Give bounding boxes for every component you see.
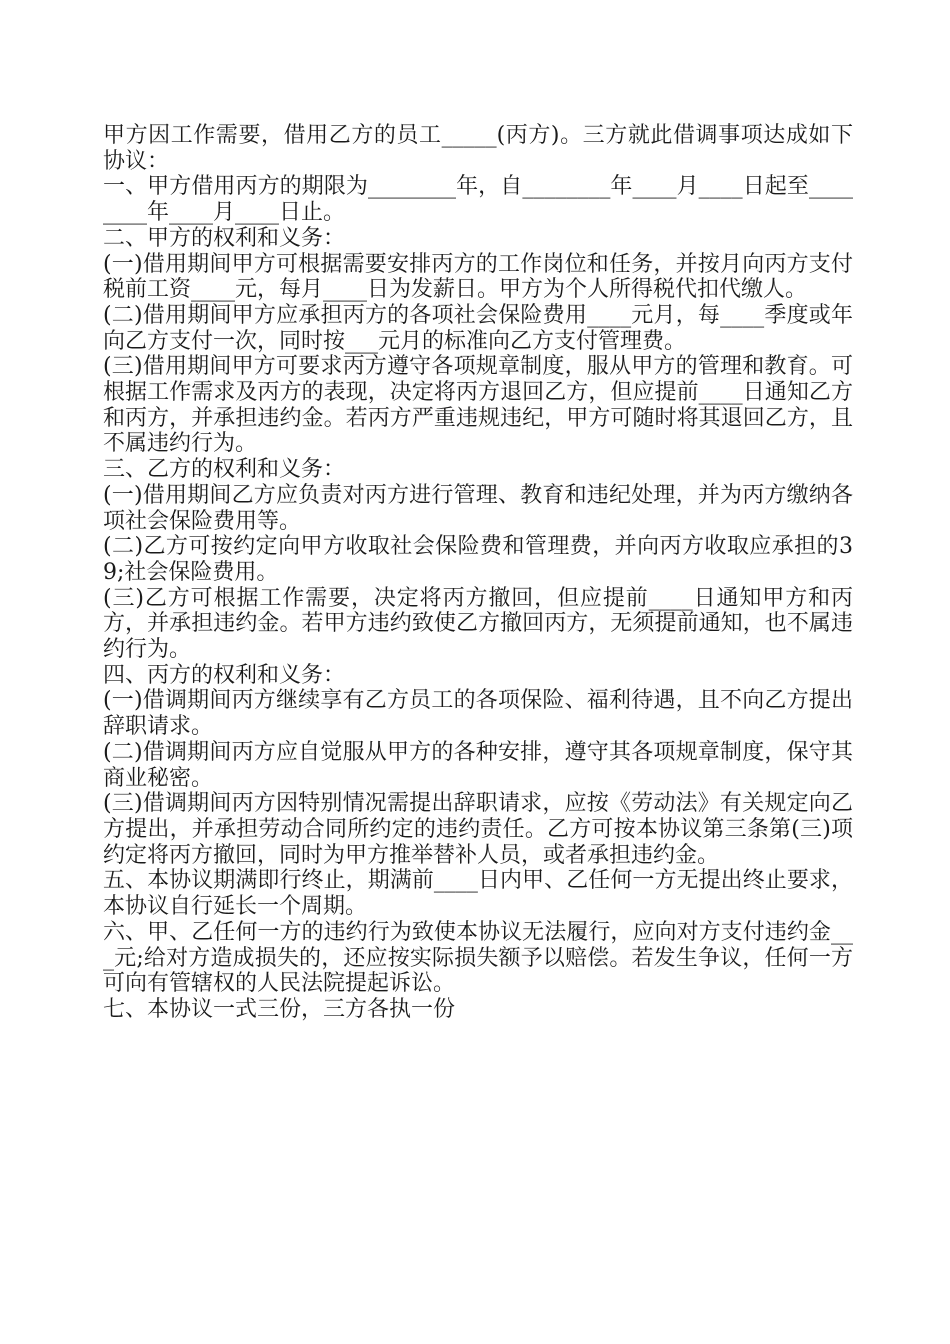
intro-paragraph: 甲方因工作需要，借用乙方的员工_____(丙方)。三方就此借调事项达成如下协议：: [103, 123, 853, 174]
party-c-item-1: (一)借调期间丙方继续享有乙方员工的各项保险、福利待遇，且不向乙方提出辞职请求。: [103, 688, 853, 740]
party-a-item-3: (三)借用期间甲方可要求丙方遵守各项规章制度，服从甲方的管理和教育。可根据工作需求及丙方的表现，决定将丙方退回乙方，但应提前____日通知乙方和丙方，并承担违约金。若丙方严重违规违纪，甲方可随时将其退回乙方，且不属违约行为。: [103, 354, 853, 457]
party-c-item-2: (二)借调期间丙方应自觉服从甲方的各种安排，遵守其各项规章制度，保守其商业秘密。: [103, 739, 853, 791]
party-c-item-3: (三)借调期间丙方因特别情况需提出辞职请求，应按《劳动法》有关规定向乙方提出，并承担劳动合同所约定的违约责任。乙方可按本协议第三条第(三)项约定将丙方撤回，同时为甲方推举替补人员，或者承担违约金。: [103, 791, 853, 868]
party-b-item-1: (一)借用期间乙方应负责对丙方进行管理、教育和违纪处理，并为丙方缴纳各项社会保险费用等。: [103, 482, 853, 534]
clause-1-term: 一、甲方借用丙方的期限为________年，自________年____月____日起至________年____月____日止。: [103, 174, 853, 226]
section-heading-party-a: 二、甲方的权利和义务：: [103, 225, 346, 251]
section-heading-party-c: 四、丙方的权利和义务：: [103, 662, 346, 688]
document-body: [103, 123, 853, 1023]
clause-7-copies: 七、本协议一式三份，三方各执一份: [103, 996, 456, 1022]
party-a-item-2: (二)借用期间甲方应承担丙方的各项社会保险费用____元月，每____季度或年向乙方支付一次，同时按___元月的标准向乙方支付管理费。: [103, 302, 853, 354]
party-b-item-2: (二)乙方可按约定向甲方收取社会保险费和管理费，并向丙方收取应承担的39;社会保险费用。: [103, 534, 853, 585]
party-a-item-1: (一)借用期间甲方可根据需要安排丙方的工作岗位和任务，并按月向丙方支付税前工资____元，每月____日为发薪日。甲方为个人所得税代扣代缴人。: [103, 251, 853, 303]
clause-5-termination: 五、本协议期满即行终止，期满前____日内甲、乙任何一方无提出终止要求，本协议自行延长一个周期。: [103, 868, 853, 920]
section-heading-party-b: 三、乙方的权利和义务：: [103, 457, 346, 483]
clause-6-breach: 六、甲、乙任何一方的违约行为致使本协议无法履行，应向对方支付违约金___元;给对方造成损失的，还应按实际损失额予以赔偿。若发生争议，任何一方可向有管辖权的人民法院提起诉讼。: [103, 919, 853, 997]
party-b-item-3: (三)乙方可根据工作需要，决定将丙方撤回，但应提前____日通知甲方和丙方，并承担违约金。若甲方违约致使乙方撤回丙方，无须提前通知，也不属违约行为。: [103, 585, 853, 663]
